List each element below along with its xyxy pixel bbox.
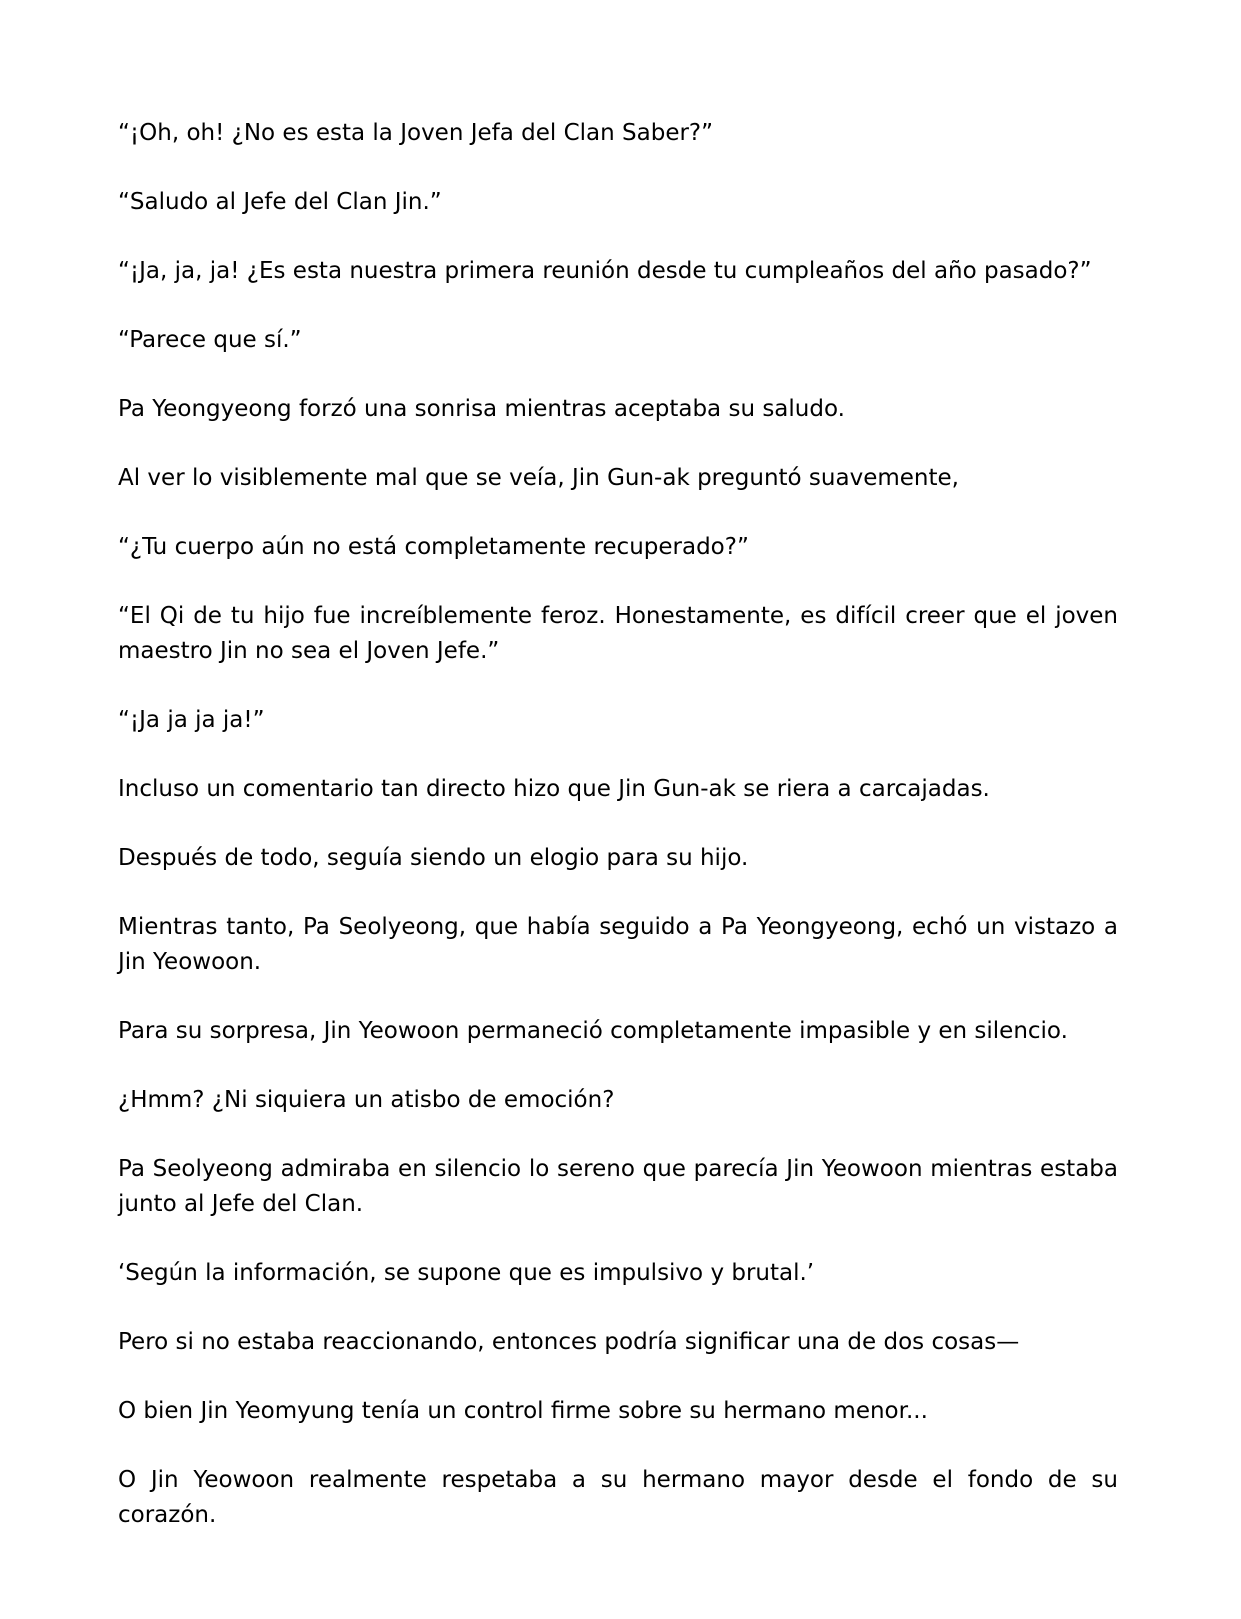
paragraph: Pa Seolyeong admiraba en silencio lo sereno que parecía Jin Yeowoon mientras estaba junto al Jefe del Clan. — [118, 1156, 1118, 1217]
paragraph: “Parece que sí.” — [118, 327, 302, 353]
paragraph: “¡Ja, ja, ja! ¿Es esta nuestra primera reunión desde tu cumpleaños del año pasado?” — [118, 258, 1092, 284]
paragraph: Al ver lo visiblemente mal que se veía, Jin Gun-ak preguntó suavemente, — [118, 465, 959, 491]
paragraph: “¡Ja ja ja ja!” — [118, 707, 265, 733]
paragraph: Pero si no estaba reaccionando, entonces podría significar una de dos cosas— — [118, 1329, 1020, 1355]
paragraph: Pa Yeongyeong forzó una sonrisa mientras aceptaba su saludo. — [118, 396, 845, 422]
paragraph: “El Qi de tu hijo fue increíblemente feroz. Honestamente, es difícil creer que el joven maestro Jin no sea el Joven Jefe.” — [118, 603, 1118, 664]
paragraph: Después de todo, seguía siendo un elogio para su hijo. — [118, 845, 749, 871]
paragraph: Para su sorpresa, Jin Yeowoon permaneció completamente impasible y en silencio. — [118, 1018, 1068, 1044]
paragraph: ‘Según la información, se supone que es impulsivo y brutal.’ — [118, 1260, 815, 1286]
paragraph: ¿Hmm? ¿Ni siquiera un atisbo de emoción? — [118, 1087, 615, 1113]
paragraph: “Saludo al Jefe del Clan Jin.” — [118, 189, 442, 215]
paragraph: “¡Oh, oh! ¿No es esta la Joven Jefa del Clan Saber?” — [118, 120, 714, 146]
paragraph: Incluso un comentario tan directo hizo que Jin Gun-ak se riera a carcajadas. — [118, 776, 990, 802]
paragraph: Mientras tanto, Pa Seolyeong, que había seguido a Pa Yeongyeong, echó un vistazo a Jin Yeowoon. — [118, 914, 1118, 975]
document-body — [118, 116, 1118, 1567]
paragraph: O bien Jin Yeomyung tenía un control firme sobre su hermano menor... — [118, 1398, 928, 1424]
paragraph: O Jin Yeowoon realmente respetaba a su hermano mayor desde el fondo de su corazón. — [118, 1467, 1118, 1528]
paragraph: “¿Tu cuerpo aún no está completamente recuperado?” — [118, 534, 749, 560]
